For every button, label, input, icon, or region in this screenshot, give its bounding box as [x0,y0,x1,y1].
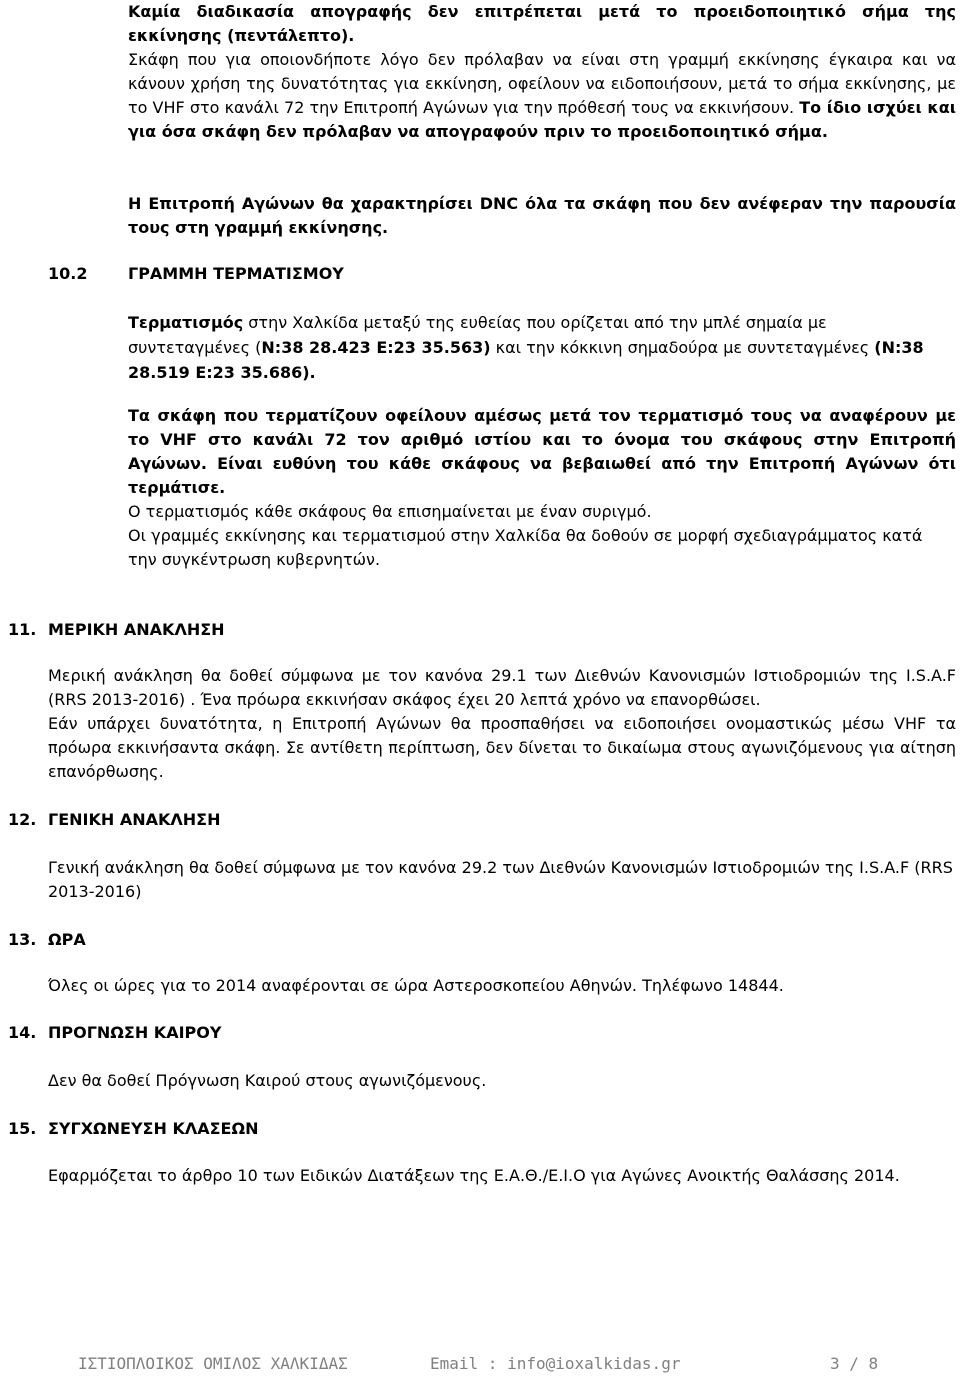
section-11-title: ΜΕΡΙΚΗ ΑΝΑΚΛΗΣΗ [48,620,225,639]
time-paragraph: Όλες οι ώρες για το 2014 αναφέρονται σε ώρα Αστεροσκοπείου Αθηνών. Τηλέφωνο 14844. [48,976,784,995]
section-12-number: 12. [8,810,37,829]
general-recall-paragraph: Γενική ανάκληση θα δοθεί σύμφωνα με τον κανόνα 29.2 των Διεθνών Κανονισμών Ιστιοδρομιών της I.S.A.F (RRS 2013-2016) [48,858,953,901]
section-11-number: 11. [8,620,37,639]
partial-recall-paragraph-1: Μερική ανάκληση θα δοθεί σύμφωνα με τον κανόνα 29.1 των Διεθνών Κανονισμών Ιστιοδρομιών της I.S.A.F (RRS 2013-2016) . Ένα πρόωρα εκκινήσαν σκάφος έχει 20 λεπτά χρόνο να επανορθώσει. [48,666,956,709]
finish-text-2: και την κόκκινη σημαδούρα με συντεταγμένες [490,338,875,357]
footer-email: Email : info@ioxalkidas.gr [430,1354,681,1373]
section-14-title: ΠΡΟΓΝΩΣΗ ΚΑΙΡΟΥ [48,1023,222,1042]
partial-recall-paragraph-2: Εάν υπάρχει δυνατότητα, η Επιτροπή Αγώνων θα προσπαθήσει να ειδοποιήσει ονομαστικώς μέσω VHF τα πρόωρα εκκινήσαντα σκάφη. Σε αντίθετη περίπτωση, δεν δίνεται το δικαίωμα στους αγωνιζόμενους για αίτηση επανόρθωσης. [48,714,956,781]
section-12-title: ΓΕΝΙΚΗ ΑΝΑΚΛΗΣΗ [48,810,221,829]
section-14-number: 14. [8,1023,37,1042]
section-10-2-number: 10.2 [48,264,88,283]
intro-late-boats-text: Σκάφη που για οποιονδήποτε λόγο δεν πρόλαβαν να είναι στη γραμμή εκκίνησης έγκαιρα και να κάνουν χρήση της δυνατότητας για εκκίνηση, οφείλουν να ειδοποιήσουν, μετά το σήμα εκκίνησης, με το VHF στο κανάλι 72 την Επιτροπή Αγώνων για την πρόθεσή τους να εκκινήσουν. [128,50,956,117]
section-15-title: ΣΥΓΧΩΝΕΥΣΗ ΚΛΑΣΕΩΝ [48,1119,259,1138]
finish-text-1: στην Χαλκίδα μεταξύ της ευθείας που ορίζεται από την μπλέ σημαία με συντεταγμένες ( [128,313,827,357]
finish-report-bold-1: Τα σκάφη που τερματίζουν οφείλουν αμέσως μετά τον τερματισμό τους να αναφέρουν με το VHF στο κανάλι 72 τον αριθμό ιστίου και το όνομα του σκάφους στην Επιτροπή Αγώνων. [128,406,956,473]
intro-late-boats-paragraph [128,48,956,144]
class-merge-paragraph: Εφαρμόζεται το άρθρο 10 των Ειδικών Διατάξεων της Ε.Α.Θ./Ε.Ι.Ο για Αγώνες Ανοικτής Θαλάσσης 2014. [48,1166,900,1185]
finish-horn-text: Ο τερματισμός κάθε σκάφους θα επισημαίνεται με έναν συριγμό. [128,502,652,521]
page-footer [78,1352,948,1376]
section-13-number: 13. [8,930,37,949]
intro-late-boats-bold: Το ίδιο ισχύει και για όσα σκάφη δεν πρόλαβαν να απογραφούν πριν το προειδοποιητικό σήμα. [128,98,956,141]
intro-no-registration: Καμία διαδικασία απογραφής δεν επιτρέπεται μετά το προειδοποιητικό σήμα της εκκίνησης (πεντάλεπτο). [128,2,956,45]
footer-club-name: ΙΣΤΙΟΠΛΟΙΚΟΣ ΟΜΙΛΟΣ ΧΑΛΚΙΔΑΣ [78,1354,348,1373]
section-10-2-title: ΓΡΑΜΜΗ ΤΕΡΜΑΤΙΣΜΟΥ [128,264,344,283]
finish-diagram-text: Οι γραμμές εκκίνησης και τερματισμού στην Χαλκίδα θα δοθούν σε μορφή σχεδιαγράμματος κατά την συγκέντρωση κυβερνητών. [128,526,923,569]
finish-coords-2: (N:38 28.519 E:23 35.686). [128,338,924,382]
finish-line-definition [128,310,948,385]
finish-report-bold-2: Είναι ευθύνη του κάθε σκάφους να βεβαιωθεί από την Επιτροπή Αγώνων ότι τερμάτισε. [128,454,956,497]
section-15-number: 15. [8,1119,37,1138]
footer-page-number: 3 / 8 [830,1354,879,1373]
section-13-title: ΩΡΑ [48,930,86,949]
finish-report-paragraph [128,404,956,500]
weather-paragraph: Δεν θα δοθεί Πρόγνωση Καιρού στους αγωνιζόμενους. [48,1071,487,1090]
finish-term: Τερματισμός [128,313,244,332]
intro-dnc-paragraph: Η Επιτροπή Αγώνων θα χαρακτηρίσει DNC όλα τα σκάφη που δεν ανέφεραν την παρουσία τους στη γραμμή εκκίνησης. [128,194,956,237]
finish-coords-1: N:38 28.423 E:23 35.563) [261,338,491,357]
